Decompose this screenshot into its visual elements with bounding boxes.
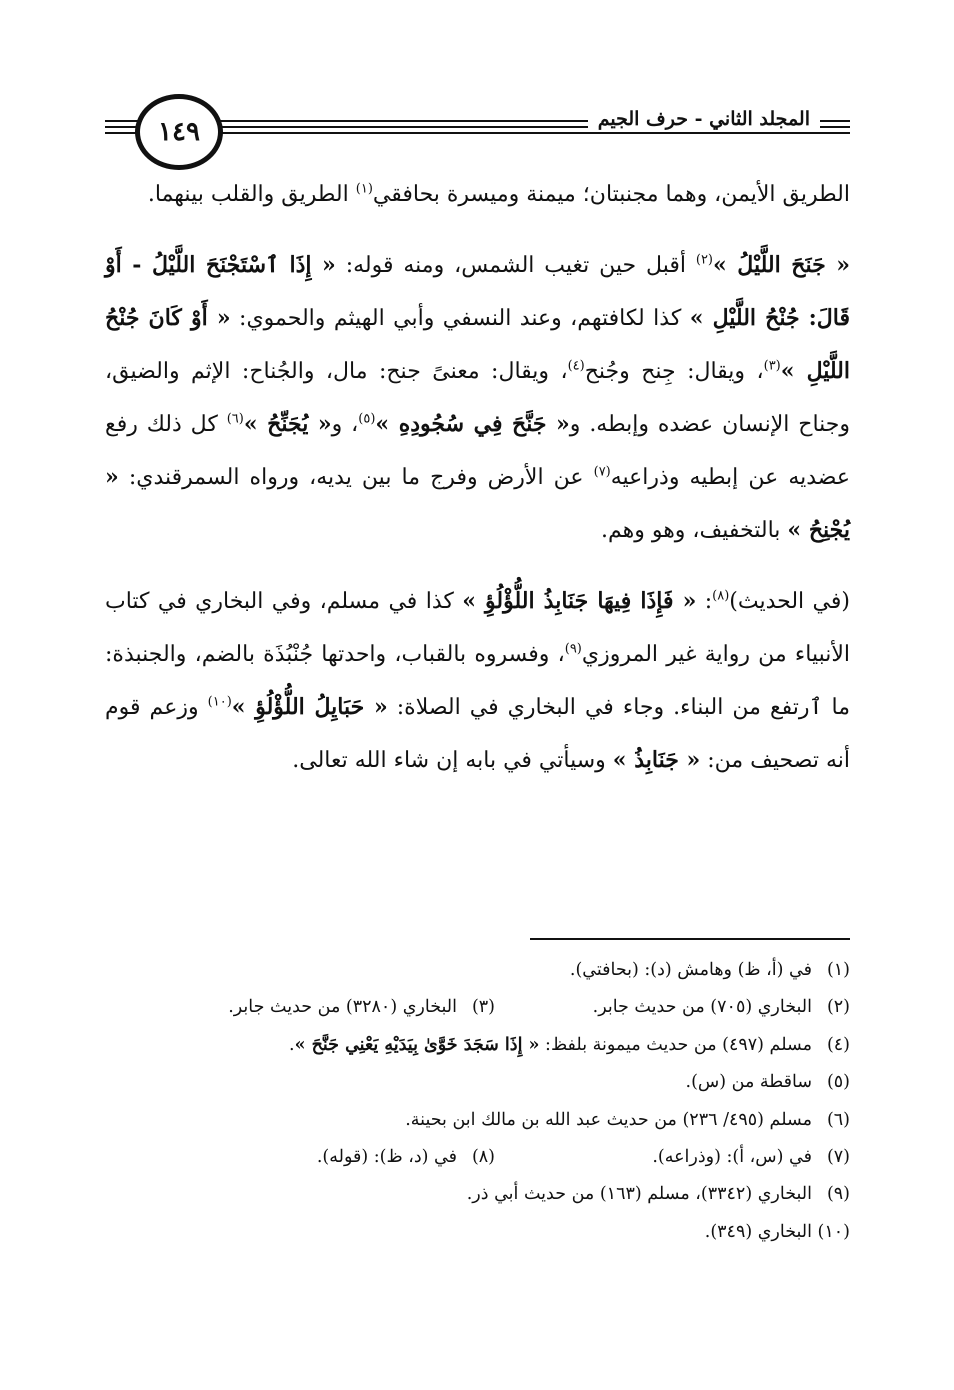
footnote-10 — [105, 1214, 850, 1251]
quote: « فَإِذَا فِيهَا جَنَابِذُ اللُّؤْلُؤِ » — [462, 588, 697, 614]
text-segment: ، ويقال: جِنح وجُنح — [584, 359, 764, 384]
footnote-text: مسلم (٤٩٥/ ٢٣٦) من حديث عبد الله بن مالك ابن بحينة. — [405, 1109, 812, 1130]
quote: « حَبَايِلُ اللُّؤْلُؤِ » — [231, 694, 388, 720]
footnote-ref: (١٠) — [207, 694, 232, 710]
footnote-number: (٩) — [826, 1184, 850, 1205]
quote: « أَوْ كَانَ جُنْحُ اللَّيْلِ » — [105, 305, 851, 384]
footnote-2 — [495, 989, 850, 1026]
footnote-number: (٦) — [826, 1109, 850, 1130]
footnote-text: البخاري (٣٤٩). — [704, 1221, 812, 1242]
text-segment: كل ذلك رفع عضديه عن إبطيه وذراعيه — [105, 412, 850, 490]
text-segment: ، و — [331, 412, 359, 437]
text-segment: الطريق الأيمن، وهما مجنبتان؛ ميمنة وميسرة بحافقي — [372, 182, 850, 207]
footnote-ref: (١) — [355, 181, 373, 197]
footnote-text: مسلم (٤٩٧) من حديث ميمونة بلفظ: — [539, 1034, 812, 1055]
footnote-separator — [530, 938, 850, 940]
footnote-ref: (٩) — [564, 641, 582, 657]
footnote-text: البخاري (٣٣٤٢)، مسلم (١٦٣) من حديث أبي ذر. — [466, 1184, 812, 1205]
footnote-text: . — [289, 1034, 295, 1055]
footnote-number: (٥) — [826, 1072, 850, 1093]
text-segment: وسيأتي في بابه إن شاء الله تعالى. — [292, 748, 613, 773]
footnote-ref: (٧) — [593, 464, 611, 480]
page-number: ١٤٩ — [135, 94, 223, 170]
footnote-3 — [140, 989, 495, 1026]
footnote-text: ساقطة من (س). — [685, 1072, 812, 1093]
footnote-text: في (د، ظ): (قوله). — [316, 1147, 457, 1168]
running-title: المجلد الثاني - حرف الجيم — [588, 108, 820, 130]
text-segment: ، ويقال: معنىً جنح: مال، والجُناح: الإثم والضيق، وجناح الإنسان عضده وإبطه. و — [105, 359, 851, 437]
quote: « جَنَّحَ فِي سُجُودِهِ » — [375, 411, 570, 437]
quote: « إِذَا ٱسْتَجْنَحَ اللَّيْلُ - أَوْ قَالَ: جُنْحُ اللَّيْلِ » — [105, 252, 850, 331]
footnote-4 — [105, 1027, 850, 1064]
footnote-6 — [105, 1102, 850, 1139]
footnote-ref: (٢) — [695, 252, 713, 268]
footnote-text: البخاري (٣٢٨٠) من حديث جابر. — [228, 997, 457, 1018]
text-segment: كذا في مسلم، وفي البخاري في كتاب الأنبياء من رواية غير المروزي — [105, 589, 851, 667]
text-segment: كذا لكافتهم، وعند النسفي وأبي الهيثم والحموي: — [230, 306, 690, 331]
text-segment: أقبل حين تغيب الشمس، ومنه قوله: — [335, 253, 696, 278]
paragraph-3 — [105, 575, 850, 787]
footnote-text: البخاري (٧٠٥) من حديث جابر. — [592, 997, 812, 1018]
footnote-text: في (س، أ): (وذراعه). — [652, 1147, 812, 1168]
footnote-number: (٤) — [826, 1034, 850, 1055]
text-segment: عن الأرض وفرج ما بين يديه، ورواه السمرقندي: — [118, 465, 594, 490]
footnote-number: (٢) — [826, 997, 850, 1018]
text-segment: وزعم قوم أنه تصحيف من: — [105, 695, 850, 773]
footnote-8 — [140, 1139, 495, 1176]
footnote-ref: (٦) — [226, 411, 244, 427]
text-segment: ، وفسروه بالقباب، واحدتها جُنْبُذَة بالضم، والجنبذة: ما ٱرتفع من البناء. وجاء في البخاري في الصلاة: — [105, 642, 850, 720]
footnote-5 — [105, 1064, 850, 1101]
footnote-quote: « إِذَا سَجَدَ خَوَّىٰ بِيَدَيْهِ يَعْنِي جَنَّحَ » — [294, 1034, 540, 1055]
footnote-9 — [105, 1176, 850, 1213]
footnote-ref: (٨) — [712, 588, 730, 604]
footnote-1 — [105, 952, 850, 989]
quote: « يُجْنِحُ » — [105, 464, 850, 543]
text-segment: : — [696, 589, 713, 614]
text-segment: بالتخفيف، وهو وهم. — [600, 518, 788, 543]
footnote-row-2-3 — [105, 989, 850, 1026]
footnote-ref: (٤) — [567, 358, 585, 374]
footnote-number: (١٠) — [817, 1221, 850, 1242]
footnote-row-7-8 — [105, 1139, 850, 1176]
footnote-number: (٣) — [471, 997, 495, 1018]
footnote-number: (٨) — [471, 1147, 495, 1168]
text-segment: (في الحديث) — [729, 589, 850, 614]
footnote-7 — [495, 1139, 850, 1176]
footnotes — [105, 952, 850, 1251]
body-text — [105, 168, 850, 805]
footnote-ref: (٥) — [358, 411, 376, 427]
footnote-ref: (٣) — [763, 358, 781, 374]
text-segment: الطريق والقلب بينهما. — [147, 182, 356, 207]
page-header — [105, 88, 850, 168]
paragraph-1 — [105, 168, 850, 221]
quote: « يُجَنِّحُ » — [243, 411, 332, 437]
paragraph-2 — [105, 239, 850, 557]
footnote-text: في (أ، ظ) وهامش (د): (بحافتي). — [569, 960, 812, 980]
footnote-number: (٧) — [826, 1147, 850, 1168]
footnote-number: (١) — [826, 960, 850, 980]
quote: « جَنَحَ اللَّيْلُ » — [713, 252, 850, 278]
quote: « جَنَابِذُ » — [612, 747, 701, 773]
